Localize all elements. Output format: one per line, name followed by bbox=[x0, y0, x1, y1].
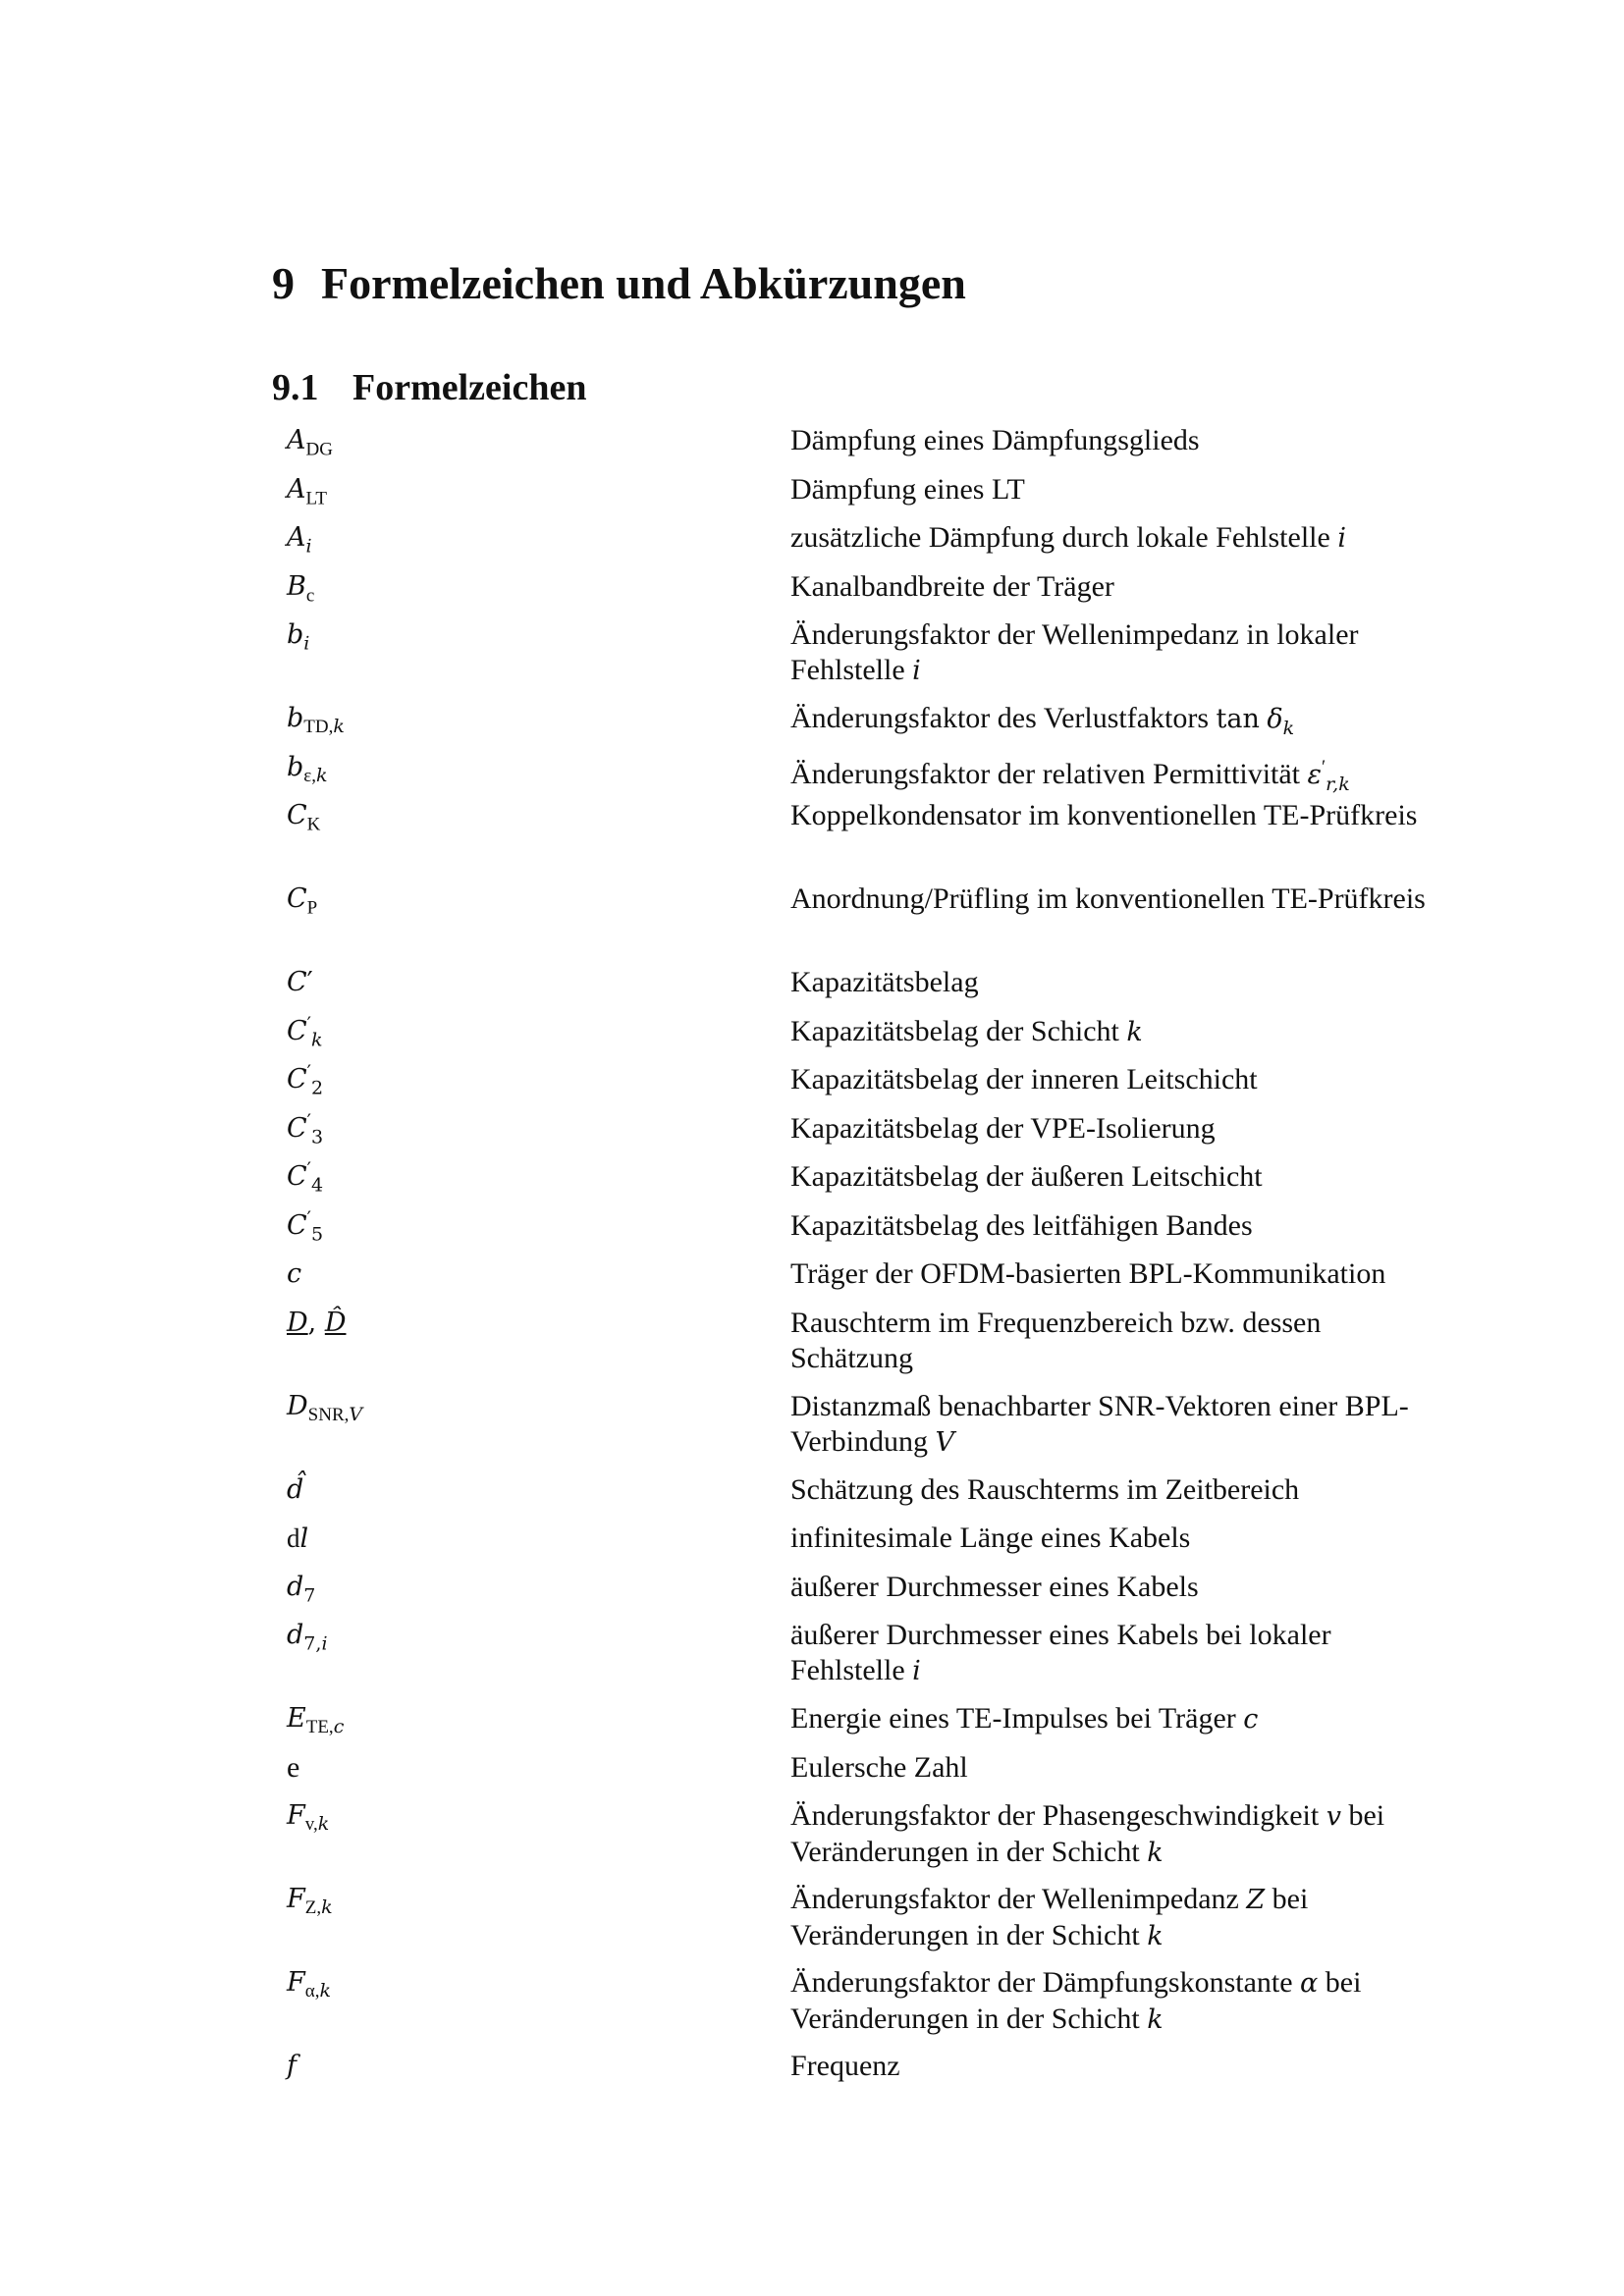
formula-symbol: C′ bbox=[287, 967, 313, 997]
symbol-entry bbox=[272, 1014, 1431, 1063]
symbol-description: Kapazitätsbelag des leitfähigen Bandes bbox=[790, 1208, 1253, 1242]
formula-symbol: $d_{7,i}$ bbox=[287, 1620, 328, 1655]
symbol-description: Distanzmaß benachbarter SNR-Vektoren einer BPL-Verbindung V bbox=[790, 1389, 1409, 1458]
symbol-entry bbox=[272, 569, 1431, 618]
formula-symbol: $E_{TE,c}$ bbox=[287, 1703, 345, 1738]
section-heading bbox=[272, 366, 586, 409]
symbol-entry bbox=[272, 1701, 1431, 1750]
symbol-description: Änderungsfaktor der Phasengeschwindigkeit v bei Veränderungen in der Schicht k bbox=[790, 1799, 1385, 1868]
symbol-entry bbox=[272, 798, 1431, 881]
symbol-description: Frequenz bbox=[790, 2050, 900, 2082]
symbol-entry bbox=[272, 1256, 1431, 1306]
symbol-description: Änderungsfaktor der relativen Permittivität $\varepsilon'_{r,k}$ bbox=[790, 756, 1350, 795]
symbol-description: Anordnung/Prüfling im konventionellen TE-Prüfkreis bbox=[790, 882, 1426, 915]
formula-symbol: $F_{v,k}$ bbox=[287, 1800, 330, 1836]
formula-symbol: $C'_3$ bbox=[287, 1109, 324, 1148]
section-title: Formelzeichen bbox=[352, 367, 587, 408]
formula-symbol: $b_i$ bbox=[287, 619, 310, 655]
symbol-description: Dämpfung eines Dämpfungsglieds bbox=[790, 424, 1200, 456]
symbol-description: Änderungsfaktor der Wellenimpedanz Z bei Veränderungen in der Schicht k bbox=[790, 1883, 1309, 1951]
symbol-description: Kapazitätsbelag bbox=[790, 966, 979, 998]
chapter-heading bbox=[272, 257, 966, 309]
symbol-entry bbox=[272, 1618, 1431, 1701]
symbol-entry bbox=[272, 472, 1431, 521]
formula-symbol: $F_{Z,k}$ bbox=[287, 1884, 333, 1919]
formula-symbol: $C'_4$ bbox=[287, 1158, 324, 1197]
symbol-entry bbox=[272, 1111, 1431, 1160]
symbol-description: Rauschterm im Frequenzbereich bzw. dessen Schätzung bbox=[790, 1306, 1322, 1374]
formula-symbol: $C'_5$ bbox=[287, 1206, 324, 1245]
symbol-entry bbox=[272, 1208, 1431, 1257]
formula-symbol: $B_c$ bbox=[287, 570, 315, 606]
symbol-description: Änderungsfaktor der Wellenimpedanz in lokaler Fehlstelle i bbox=[790, 618, 1359, 686]
symbol-description: Koppelkondensator im konventionellen TE-Prüfkreis bbox=[790, 799, 1418, 831]
symbol-entry bbox=[272, 1798, 1431, 1882]
symbol-entry bbox=[272, 1062, 1431, 1111]
symbol-entry bbox=[272, 965, 1431, 1014]
symbol-description: äußerer Durchmesser eines Kabels bbox=[790, 1570, 1199, 1603]
symbol-entry bbox=[272, 1159, 1431, 1208]
symbol-entry bbox=[272, 1472, 1431, 1522]
formula-symbol: D, D̂ bbox=[287, 1307, 347, 1338]
symbol-entry bbox=[272, 881, 1431, 965]
symbol-entry bbox=[272, 1750, 1431, 1799]
symbol-entry bbox=[272, 1882, 1431, 1965]
symbol-description: Kanalbandbreite der Träger bbox=[790, 569, 1114, 603]
symbol-description: Träger der OFDM-basierten BPL-Kommunikation bbox=[790, 1257, 1386, 1290]
formula-symbol: $b_{\varepsilon,k}$ bbox=[287, 751, 328, 786]
formula-symbol: $D_{SNR,V}$ bbox=[287, 1390, 363, 1425]
formula-symbol: $A_{LT}$ bbox=[287, 473, 327, 508]
symbol-entry bbox=[272, 1570, 1431, 1619]
symbol-description: Kapazitätsbelag der äußeren Leitschicht bbox=[790, 1160, 1263, 1193]
symbol-entry bbox=[272, 1521, 1431, 1570]
formula-symbol: $b_{TD,k}$ bbox=[287, 703, 345, 738]
section-number: 9.1 bbox=[272, 367, 319, 408]
symbol-description: Kapazitätsbelag der inneren Leitschicht bbox=[790, 1063, 1258, 1095]
symbol-description: zusätzliche Dämpfung durch lokale Fehlstelle i bbox=[790, 521, 1346, 554]
symbol-description: Kapazitätsbelag der Schicht k bbox=[790, 1014, 1143, 1047]
symbol-entry bbox=[272, 1306, 1431, 1389]
symbol-entry bbox=[272, 750, 1431, 799]
formula-symbol: $C_K$ bbox=[287, 800, 321, 835]
formula-symbol: $A_{DG}$ bbox=[287, 425, 333, 460]
symbol-entry bbox=[272, 423, 1431, 472]
formula-symbol: dl bbox=[287, 1523, 309, 1554]
formula-symbol: c bbox=[287, 1258, 302, 1289]
symbol-entry bbox=[272, 1389, 1431, 1472]
symbol-entry bbox=[272, 520, 1431, 569]
symbol-description: Energie eines TE-Impulses bei Träger c bbox=[790, 1702, 1259, 1735]
symbol-description: Änderungsfaktor der Dämpfungskonstante α bei Veränderungen in der Schicht k bbox=[790, 1966, 1362, 2035]
symbol-description: äußerer Durchmesser eines Kabels bei lokaler Fehlstelle i bbox=[790, 1619, 1331, 1686]
symbol-entry bbox=[272, 1965, 1431, 2049]
formula-symbol: $C_P$ bbox=[287, 883, 318, 919]
chapter-number: 9 bbox=[272, 258, 295, 308]
symbol-entry bbox=[272, 701, 1431, 750]
symbol-description: Eulersche Zahl bbox=[790, 1750, 968, 1784]
formula-symbol: e bbox=[287, 1750, 300, 1784]
chapter-title: Formelzeichen und Abkürzungen bbox=[321, 258, 966, 308]
formula-symbol: $A_i$ bbox=[287, 522, 312, 558]
symbol-description: Kapazitätsbelag der VPE-Isolierung bbox=[790, 1111, 1216, 1145]
symbol-description: Änderungsfaktor des Verlustfaktors $\tan \delta_k$ bbox=[790, 702, 1295, 739]
symbol-description: Schätzung des Rauschterms im Zeitbereich bbox=[790, 1472, 1300, 1506]
symbol-description: Dämpfung eines LT bbox=[790, 472, 1025, 506]
formula-symbol: $C'_2$ bbox=[287, 1061, 324, 1099]
formula-symbol: d̂ bbox=[287, 1473, 304, 1505]
symbol-entry bbox=[272, 2049, 1431, 2098]
formula-symbol: $F_{\alpha,k}$ bbox=[287, 1967, 331, 2002]
symbol-list bbox=[272, 423, 1431, 2098]
symbol-entry bbox=[272, 617, 1431, 701]
formula-symbol: $d_7$ bbox=[287, 1571, 316, 1606]
symbol-description: infinitesimale Länge eines Kabels bbox=[790, 1522, 1191, 1554]
formula-symbol: $C'_k$ bbox=[287, 1012, 323, 1050]
formula-symbol: f bbox=[287, 2051, 297, 2081]
